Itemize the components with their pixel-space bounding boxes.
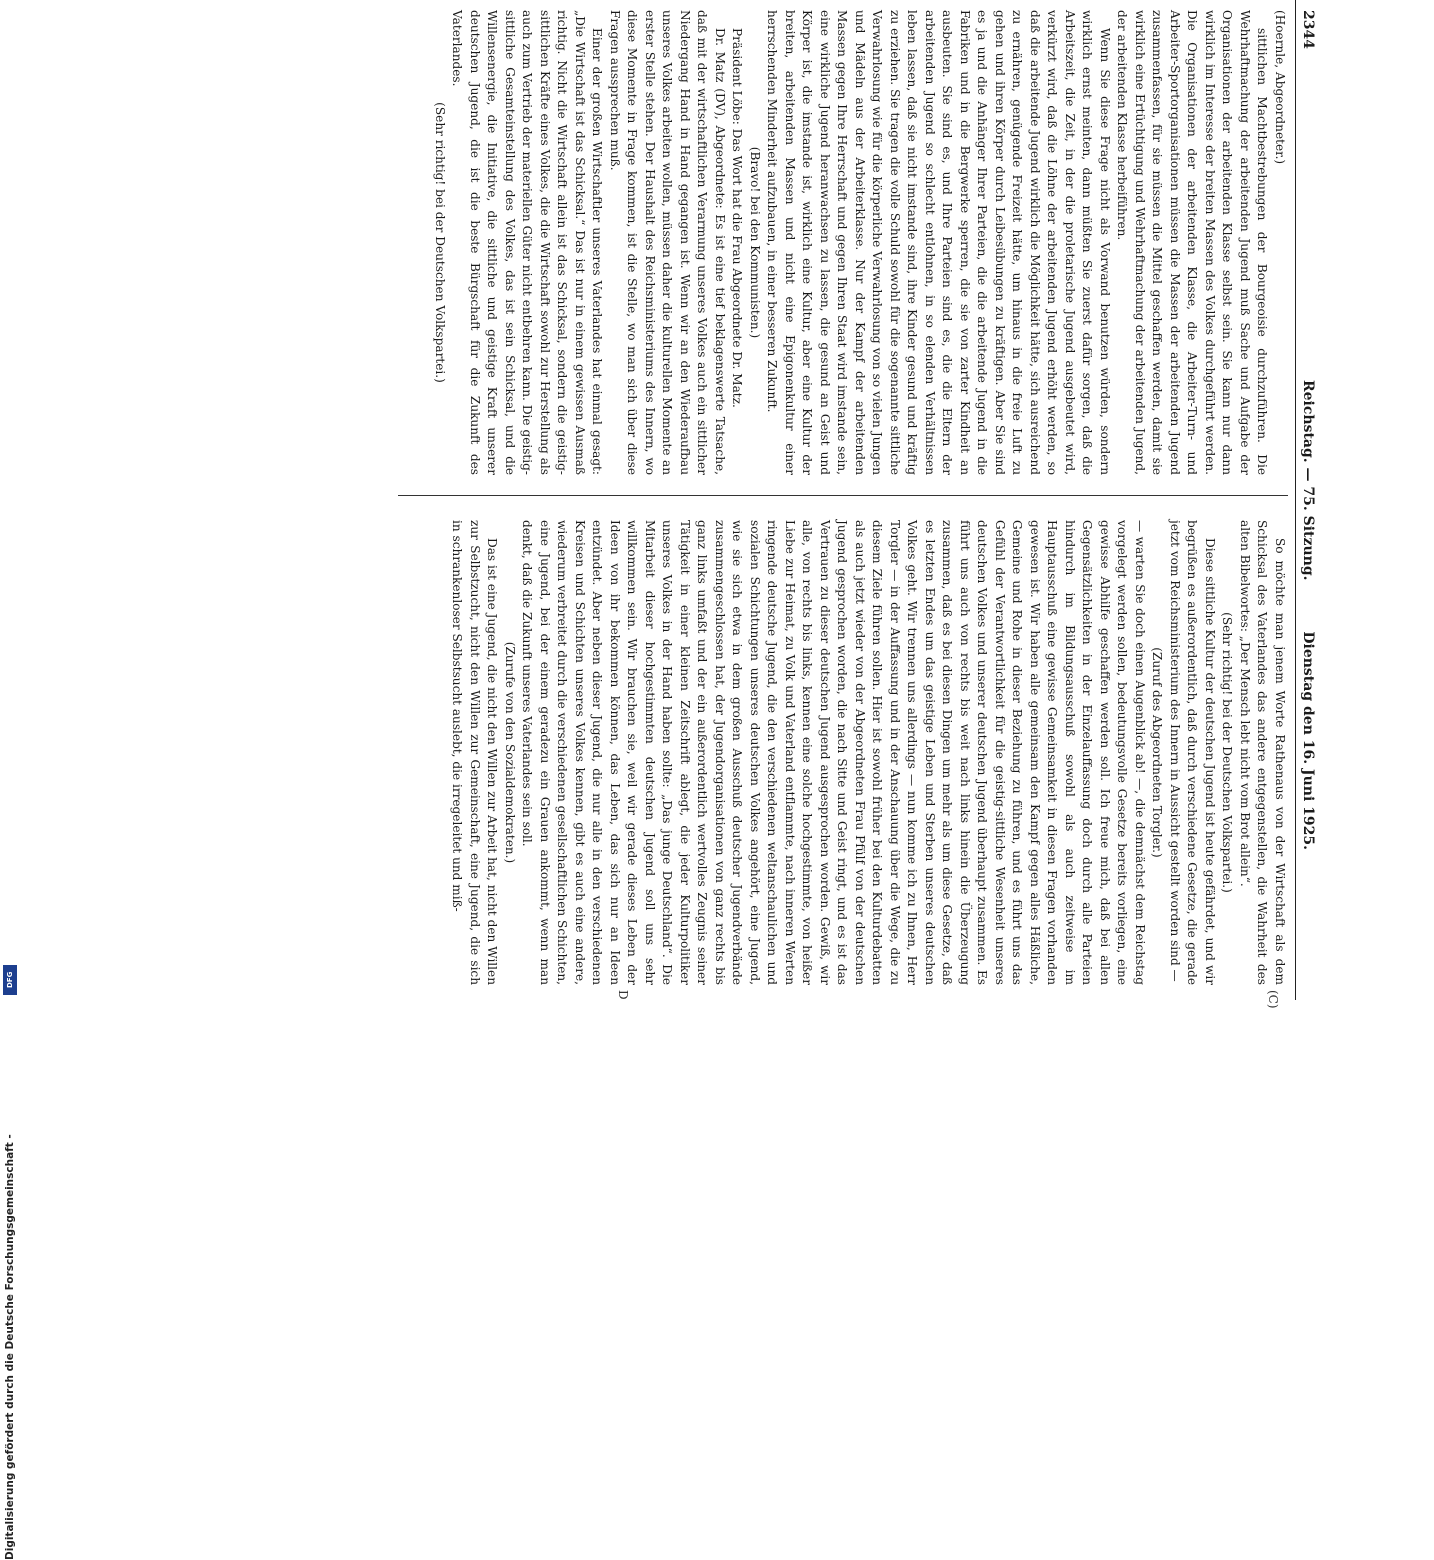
- header-rule: [1295, 0, 1296, 1000]
- rotated-document-page: [110, 0, 1320, 1009]
- page-header: [1294, 0, 1320, 1000]
- paragraph: Dr. Matz (DV), Abgeordnete: Es ist eine tief beklagenswerte Tatsache, daß mit der wirtschaftlichen Verarmung unseres Volkes auch ein sittlicher Niedergang Hand in Hand gegangen ist. Wenn wir an den Wiederaufbau unseres Volkes arbeiten wollen, müssen daher die kulturellen Momente an erster Stelle stehen. Der Haushalt des Reichsministeriums des Innern, wo diese Momente in Frage kommen, ist die Stelle, wo man sich über diese Fragen aussprechen muß.: [608, 10, 727, 475]
- paragraph: Diese sittliche Kultur der deutschen Jugend ist heute gefährdet, und wir begrüßen es außerordentlich, daß durch verschiedene Gesetze, die gerade jetzt vom Reichsministerium des Innern in Aussicht gestellt worden sind —: [1168, 520, 1217, 985]
- paragraph: Das ist eine Jugend, die nicht den Willen zur Arbeit hat, nicht den Willen zur Selbstzucht, nicht den Willen zur Gemeinschaft, eine Jugend, die sich in schrankenloser Selbstsucht auslebt, die irregeleitet und miß-: [450, 520, 500, 985]
- footer-text: Digitalisierung gefördert durch die Deutsche Forschungsgemeinschaft -: [4, 1134, 16, 1560]
- header-date: Dienstag den 16. Juni 1925.: [1300, 631, 1316, 850]
- applause-note: (Bravo! bei den Kommunisten.): [748, 146, 762, 339]
- applause-note: (Sehr richtig! bei der Deutschen Volkspartei.): [1220, 612, 1235, 893]
- margin-marker-c: (C): [1266, 990, 1280, 1009]
- margin-marker-d: D: [616, 990, 630, 1000]
- header-title: Reichstag. — 75. Sitzung.: [1300, 380, 1316, 581]
- column-divider: [398, 495, 1288, 496]
- page-number: 2344: [1300, 10, 1316, 49]
- paragraph: sittlichen Machtbestrebungen der Bourgeoisie durchzuführen. Die Wehrhaftmachung der arbeitenden Jugend muß Sache und Aufgabe der Organisationen der arbeitenden Klasse selbst sein. Sie kann nur dann wirklich im Interesse der breiten Massen des Volkes durchgeführt werden. Die Organisationen der arbeitenden Klasse, die Arbeiter-Turn- und Arbeiter-Sportorganisationen müssen die Massen der arbeitenden Jugend zusammenfassen, für sie müssen die Mittel geschaffen werden, damit sie wirklich eine Ertüchtigung und Wehrhaftmachung der arbeitenden Jugend, der arbeitenden Klasse herbeiführen.: [1115, 10, 1270, 475]
- paragraph: So möchte man jenem Worte Rathenaus von der Wirtschaft als dem Schicksal des Vaterlandes das andere entgegenstellen, die Wahrheit des alten Bibelwortes: „Der Mensch lebt nicht vom Brot allein“.: [1238, 520, 1287, 985]
- paragraph: Wenn Sie diese Frage nicht als Vorwand benutzen würden, sondern wirklich ernst meinten, dann müßten Sie zuerst dafür sorgen, daß die Arbeitszeit, die Zeit, in der die proletarische Jugend ausgebeutet wird, verkürzt wird, daß die Löhne der arbeitenden Jugend erhöht werden, so daß die arbeitende Jugend wirklich die Möglichkeit hätte, sich ausreichend zu ernähren, genügende Freizeit hätte, um hinaus in die freie Luft zu gehen und ihren Körper durch Leibesübungen zu kräftigen. Aber Sie sind es ja und die Anhänger Ihrer Parteien, die die arbeitende Jugend in die Fabriken und in die Bergwerke sperren, die sie von zarter Kindheit an ausbeuten. Sie sind es, und Ihre Parteien sind es, die die Eltern der arbeitenden Jugend so schlecht entlohnen, in so elenden Verhältnissen leben lassen, daß sie nicht imstande sind, ihre Kinder gesund und kräftig zu erziehen. Sie tragen die volle Schuld sowohl für die sogenannte sittliche Verwahrlosung wie für die körperliche Verwahrlosung von so vielen Jungen und Mädeln aus der Arbeiterklasse. Nur der Kampf der arbeitenden Massen gegen Ihre Herrschaft und gegen Ihren Staat wird imstande sein, eine wirkliche Jugend heranwachsen zu lassen, die gesund an Geist und Körper ist, die imstande ist, wirklich eine Kultur, aber eine Kultur der breiten, arbeitenden Massen und nicht eine Epigonenkultur einer herrschenden Minderheit aufzubauen, in einer besseren Zukunft.: [765, 10, 1112, 475]
- paragraph: — warten Sie doch einen Augenblick ab! —, die demnächst dem Reichstag vorgelegt werden sollen, bedeutungsvolle Gesetze bereits vorliegen, eine gewisse Abhilfe geschaffen werden soll. Ich freue mich, daß bei allen Gegensätzlichkeiten in der Einzelauffassung doch durch alle Parteien hindurch im Bildungsausschuß sowohl als auch zeitweise im Hauptausschuß eine gewisse Gemeinsamkeit in diesen Fragen vorhanden gewesen ist. Wir haben alle gemeinsam den Kampf gegen alles Häßliche, Gemeine und Rohe in dieser Beziehung zu führen, und es führt uns das Gefühl der Verantwortlichkeit für die geistig-sittliche Wesenheit unseres deutschen Volkes und unserer deutschen Jugend überhaupt zusammen. Es führt uns auch von rechts bis weit nach links hinein die Überzeugung zusammen, daß es bei diesen Dingen um mehr als um diese Gesetze, daß es letzten Endes um das geistige Leben und Sterben unseres deutschen Volkes geht. Wir trennen uns allerdings — nun komme ich zu Ihnen, Herr Torgler — in der Auffassung und in der Anschauung über die Wege, die zu diesem Ziele führen sollen. Hier ist sowohl früher bei den Kulturdebatten als auch jetzt wieder von der Abgeordneten Frau Pfülf von der deutschen Jugend gesprochen worden, die nach Sitte und Geist ringt, und es ist das Vertrauen zu dieser deutschen Jugend ausgesprochen worden. Gewiß, wir alle, von rechts bis links, kennen eine solche hochgestimmte, von heißer Liebe zur Heimat, zu Volk und Vaterland entflammte, nach inneren Werten ringende deutsche Jugend, die den verschiedenen weltanschaulichen und sozialen Schichtungen unseres deutschen Volkes angehört, eine Jugend, wie sie sich etwa in dem großen Ausschuß deutscher Jugendverbände zusammengeschlossen hat, der Jugendorganisationen von ganz rechts bis ganz links umfaßt und der ein außerordentlich wertvolles Zeugnis seiner Tätigkeit in einer kleinen Zeitschrift ablegt, die jeder Kulturpolitiker unseres Volkes in der Hand haben sollte: „Das junge Deutschland“. Die Mitarbeit dieser hochgestimmten deutschen Jugend soll uns sehr willkommen sein. Wir brauchen sie, weil wir gerade dieses Leben der Ideen von ihr bekommen können, das Leben, das sich nur an Ideen entzündet. Aber neben dieser Jugend, die nur alle in den verschiedenen Kreisen und Schichten unseres Volkes kennen, gibt es auch eine andere, wiederum verbreitet durch die verschiedenen gesellschaftlichen Schichten, eine Jugend, bei der einem geradezu ein Grauen ankommt, wenn man denkt, daß die Zukunft unseres Vaterlandes sein soll.: [520, 520, 1147, 985]
- footer-credit: [2, 1000, 22, 1560]
- speaker-line: (Hoernle, Abgeordneter.): [1273, 10, 1287, 165]
- left-column: [431, 10, 1289, 475]
- right-column: [448, 520, 1288, 985]
- president-line: Präsident Löbe: Das Wort hat die Frau Abgeordnete Dr. Matz.: [730, 28, 745, 408]
- interjection: (Zurufe von den Sozialdemokraten.): [503, 641, 517, 864]
- paragraph: Einer der großen Wirtschaftler unseres Vaterlandes hat einmal gesagt: „Die Wirtschaft ist das Schicksal.“ Das ist nur in einem gewissen Ausmaß richtig. Nicht die Wirtschaft allein ist das Schicksal, sondern die geistig-sittlichen Kräfte eines Volkes, die die Wirtschaft sowohl zur Herstellung als auch zum Vertrieb der materiellen Güter nicht entbehren kann. Die geistig-sittliche Gesamteinstellung des Volkes, das ist sein Schicksal, und die Willensenergie, die Initiative, die sittliche und geistige Kraft unserer deutschen Jugend, die ist die beste Bürgschaft für die Zukunft des Vaterlandes.: [450, 10, 605, 475]
- applause-note: (Sehr richtig! bei der Deutschen Volkspartei.): [433, 102, 447, 383]
- interjection: (Zuruf des Abgeordneten Torgler.): [1150, 647, 1165, 858]
- dfg-logo: DFG: [3, 965, 17, 995]
